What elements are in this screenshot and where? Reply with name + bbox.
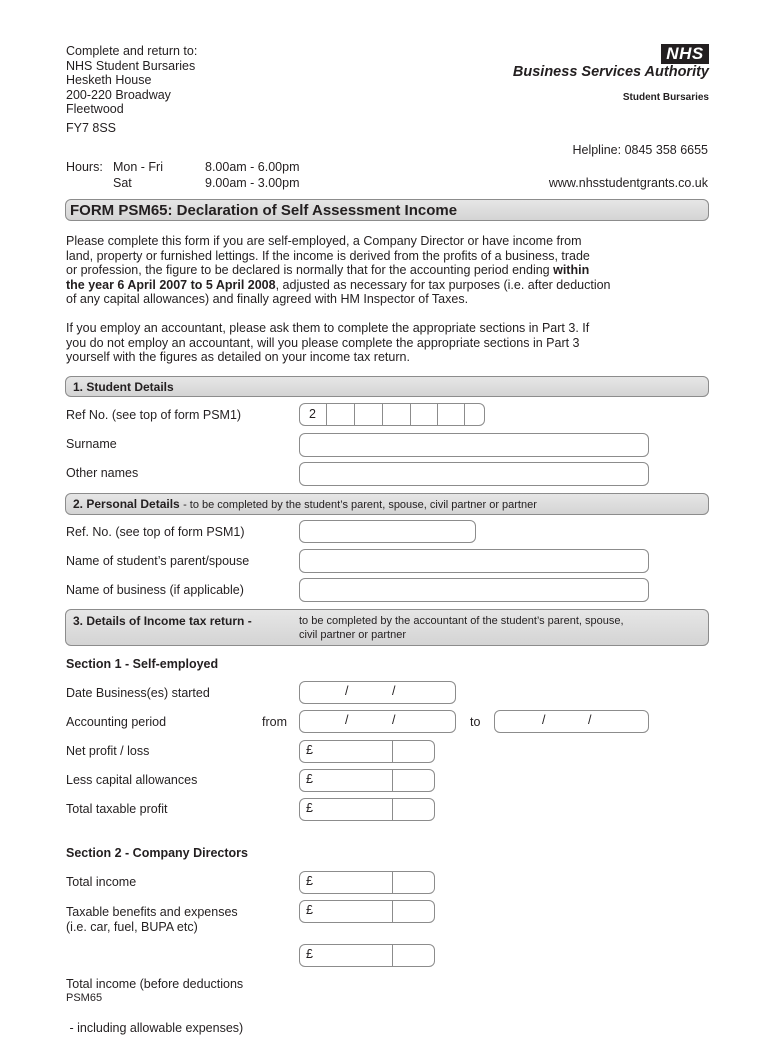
hours-label: Hours: [66,160,103,174]
capital-allowances-label: Less capital allowances [66,773,198,787]
ref-digit-cell[interactable] [438,404,465,425]
date-separator: / [588,713,592,727]
taxable-profit-input[interactable] [299,798,435,821]
intro-text: , adjusted as necessary for tax purposes (i.e. after deduction [275,277,611,292]
part3-note-line: civil partner or partner [299,629,406,641]
hours-days: Sat [113,176,132,190]
address-line: 200-220 Broadway [66,87,171,102]
website: www.nhsstudentgrants.co.uk [548,176,708,190]
intro-paragraph-2 [66,321,716,365]
from-label: from [262,715,287,729]
parent-name-label: Name of student’s parent/spouse [66,554,250,568]
intro-line: yourself with the figures as detailed on your income tax return. [66,350,410,365]
period-from-input[interactable] [299,710,456,733]
ref-digit-cell[interactable] [383,404,411,425]
intro-bold: within [553,263,590,278]
pound-symbol: £ [306,874,313,888]
intro-text: or profession, the figure to be declared is normally that for the accounting period ending [66,263,554,278]
other-names-input[interactable] [299,462,649,486]
intro-line: Please complete this form if you are self-employed, a Company Director or have income from [66,234,582,248]
accounting-period-label: Accounting period [66,715,167,729]
form-code-footer: PSM65 [66,992,103,1004]
income-before-line: Total income (before deductions [66,977,244,992]
intro-line: If you employ an accountant, please ask them to complete the appropriate sections in Part 3. If [66,321,590,335]
ref-digit-cell[interactable] [411,404,438,425]
date-separator: / [542,713,546,727]
student-ref-input[interactable] [299,403,485,426]
intro-line: land, property or furnished lettings. If the income is derived from the profits of a business, trade [66,248,590,263]
business-name-label: Name of business (if applicable) [66,583,244,597]
address-line: Hesketh House [66,73,152,88]
hours-times: 9.00am - 3.00pm [205,176,300,190]
net-profit-input[interactable] [299,740,435,763]
ref-prefix-digit: 2 [309,407,316,421]
period-to-input[interactable] [494,710,649,733]
other-names-label: Other names [66,466,139,480]
benefits-label-line: Taxable benefits and expenses [66,905,238,919]
student-ref-label: Ref No. (see top of form PSM1) [66,408,242,422]
taxable-profit-label: Total taxable profit [66,802,168,816]
pound-symbol: £ [306,903,313,917]
part1-heading: 1. Student Details [73,380,174,394]
part3-title: 3. Details of Income tax return [73,614,245,628]
intro-bold: the year 6 April 2007 to 5 April 2008 [66,277,276,292]
pound-symbol: £ [306,743,313,757]
return-address [66,44,197,117]
helpline: Helpline: 0845 358 6655 [572,143,708,157]
address-postcode: FY7 8SS [66,121,117,135]
date-started-label: Date Business(es) started [66,686,210,700]
parent-ref-input[interactable] [299,520,476,543]
surname-label: Surname [66,437,117,451]
intro-paragraph-1 [66,234,716,307]
ref-digit-cell[interactable] [355,404,383,425]
ref-digit-cells [300,404,465,425]
part2-heading [73,497,537,511]
part2-note: - to be completed by the student’s parent, spouse, civil partner or partner [183,499,537,511]
pence-divider [392,901,393,922]
pence-divider [392,945,393,966]
parent-name-input[interactable] [299,549,649,573]
income-before-line: - including allowable expenses) [66,1020,244,1035]
part2-banner [65,493,709,515]
to-label: to [470,715,481,729]
pence-divider [392,872,393,893]
benefits-input[interactable] [299,900,435,923]
pence-divider [392,741,393,762]
parent-ref-label: Ref. No. (see top of form PSM1) [66,525,245,539]
form-title-banner [65,199,709,221]
form-title: FORM PSM65: Declaration of Self Assessment Income [70,202,458,219]
authority-name: Business Services Authority [512,64,709,80]
address-heading: Complete and return to: [66,44,198,58]
department-name: Student Bursaries [622,92,709,103]
intro-line: of any capital allowances) and finally agreed with HM Inspector of Taxes. [66,292,469,307]
total-income-label: Total income [66,875,137,889]
section2-heading: Section 2 - Company Directors [66,846,248,860]
pound-symbol: £ [306,772,313,786]
pound-symbol: £ [306,947,313,961]
nhs-logo: NHS [661,44,709,64]
date-separator: / [345,713,349,727]
benefits-label [66,905,238,934]
address-line: NHS Student Bursaries [66,58,196,73]
intro-line: you do not employ an accountant, will you please complete the appropriate sections in Part 3 [66,335,580,350]
income-before-deductions-input[interactable] [299,944,435,967]
part1-banner [65,376,709,397]
part2-title: 2. Personal Details [73,497,180,511]
address-line: Fleetwood [66,102,124,117]
pence-divider [392,799,393,820]
date-separator: / [392,713,396,727]
date-separator: / [392,684,396,698]
part3-note [299,614,624,642]
part3-dash: - [247,614,252,628]
pound-symbol: £ [306,801,313,815]
hours-days: Mon - Fri [113,160,163,174]
benefits-label-line: (i.e. car, fuel, BUPA etc) [66,919,198,934]
intro-line [66,263,716,278]
date-started-input[interactable] [299,681,456,704]
total-income-input[interactable] [299,871,435,894]
surname-input[interactable] [299,433,649,457]
ref-digit-cell [300,404,327,425]
part3-banner [65,609,709,646]
hours-times: 8.00am - 6.00pm [205,160,300,174]
intro-line [66,278,716,293]
net-profit-label: Net profit / loss [66,744,150,758]
part3-heading [73,614,252,628]
section1-heading: Section 1 - Self-employed [66,657,219,671]
capital-allowances-input[interactable] [299,769,435,792]
date-separator: / [345,684,349,698]
pence-divider [392,770,393,791]
part3-note-line: to be completed by the accountant of the student’s parent, spouse, [299,615,624,627]
ref-digit-cell[interactable] [327,404,355,425]
business-name-input[interactable] [299,578,649,602]
